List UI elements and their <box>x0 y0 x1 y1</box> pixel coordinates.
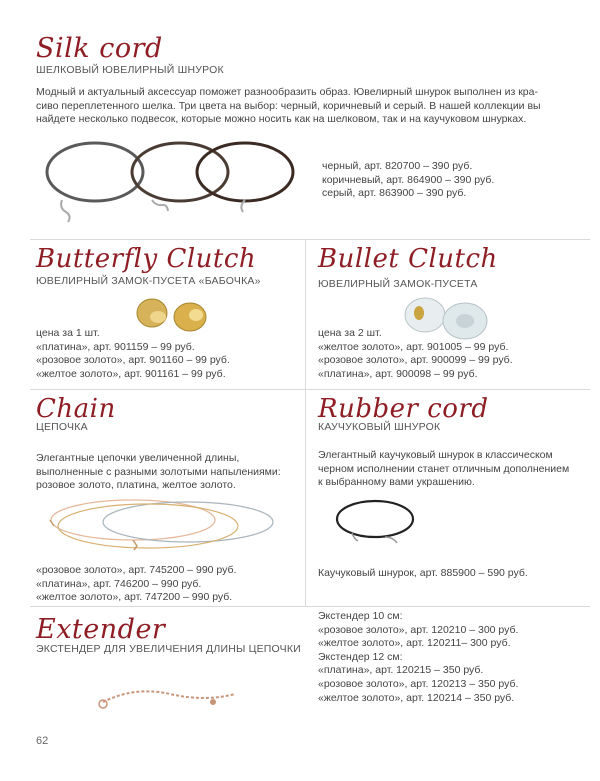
divider-middle <box>30 389 590 390</box>
chain-price-line: «желтое золото», арт. 747200 – 990 руб. <box>36 591 233 604</box>
chain-description <box>36 452 281 493</box>
extender-price-line: «желтое золото», арт. 120214 – 350 руб. <box>318 691 515 704</box>
silk-description-line: Модный и актуальный аксессуар поможет разнообразить образ. Ювелирный шнурок выполнен из кра- <box>36 86 538 98</box>
silk-subtitle: ШЕЛКОВЫЙ ЮВЕЛИРНЫЙ ШНУРОК <box>36 64 224 76</box>
silk-description-line: найдете несколько подвесок, которые можно носить как на шелковом, так и на каучуковом шнурках. <box>36 113 527 126</box>
butterfly-price-line: «платина», арт. 901159 – 99 руб. <box>36 340 195 353</box>
rubber-title: Rubber cord <box>318 394 489 424</box>
rubber-description <box>318 449 569 490</box>
divider-top <box>30 239 590 240</box>
bullet-prices <box>318 327 513 381</box>
extender-price-line: «розовое золото», арт. 120210 – 300 руб. <box>318 623 519 636</box>
silk-price-line: коричневый, арт. 864900 – 390 руб. <box>322 173 495 186</box>
extender-price-line: «розовое золото», арт. 120213 – 350 руб. <box>318 677 519 690</box>
silk-description <box>36 86 576 127</box>
rubber-subtitle: КАУЧУКОВЫЙ ШНУРОК <box>318 421 441 433</box>
silk-title: Silk cord <box>36 33 163 64</box>
extender-title: Extender <box>36 614 166 645</box>
bullet-subtitle: ЮВЕЛИРНЫЙ ЗАМОК-ПУСЕТА <box>318 278 478 290</box>
butterfly-price-line: цена за 1 шт. <box>36 327 100 339</box>
butterfly-prices <box>36 327 230 381</box>
rubber-description-line: к выбранному вами украшению. <box>318 476 475 489</box>
chain-description-line: розовое золото, платина, желтое золото. <box>36 479 236 492</box>
bullet-price-line: «платина», арт. 900098 – 99 руб. <box>318 367 478 380</box>
bullet-title: Bullet Clutch <box>318 244 498 274</box>
silk-price-line: черный, арт. 820700 – 390 руб. <box>322 160 473 172</box>
silk-prices <box>322 160 494 201</box>
divider-bottom <box>30 606 590 607</box>
chain-subtitle: ЦЕПОЧКА <box>36 421 88 433</box>
chain-title: Chain <box>36 394 116 424</box>
extender-price-line: Экстендер 12 см: <box>318 650 403 663</box>
chains-image <box>38 490 288 560</box>
extender-prices <box>318 610 518 705</box>
chain-description-line: Элегантные цепочки увеличенной длины, <box>36 452 240 464</box>
butterfly-title: Butterfly Clutch <box>36 244 257 274</box>
butterfly-price-line: «желтое золото», арт. 901161 – 99 руб. <box>36 367 226 380</box>
chain-price-line: «платина», арт. 746200 – 990 руб. <box>36 577 202 590</box>
chain-price-line: «розовое золото», арт. 745200 – 990 руб. <box>36 564 237 576</box>
rubber-description-line: черном исполнении станет отличным дополнением <box>318 462 570 475</box>
rubber-price: Каучуковый шнурок, арт. 885900 – 590 руб. <box>318 567 528 579</box>
chain-description-line: выполненные с разными золотыми напылениями: <box>36 465 281 478</box>
extender-subtitle: ЭКСТЕНДЕР ДЛЯ УВЕЛИЧЕНИЯ ДЛИНЫ ЦЕПОЧКИ <box>36 643 301 655</box>
bullet-price-line: «розовое золото», арт. 900099 – 99 руб. <box>318 354 513 367</box>
chain-prices <box>36 564 236 605</box>
rubber-cord-image <box>330 495 440 555</box>
silk-description-line: сиво переплетенного шелка. Три цвета на выбор: черный, коричневый и серый. В нашей коллекции вы <box>36 99 541 112</box>
rubber-description-line: Элегантный каучуковый шнурок в классическом <box>318 449 553 461</box>
extender-image <box>95 680 245 720</box>
bullet-price-line: цена за 2 шт. <box>318 327 382 339</box>
extender-price-line: Экстендер 10 см: <box>318 610 403 622</box>
bullet-price-line: «желтое золото», арт. 901005 – 99 руб. <box>318 340 509 353</box>
silk-price-line: серый, арт. 863900 – 390 руб. <box>322 187 467 200</box>
divider-vertical <box>305 239 306 606</box>
butterfly-subtitle: ЮВЕЛИРНЫЙ ЗАМОК-ПУСЕТА «БАБОЧКА» <box>36 275 261 287</box>
extender-price-line: «платина», арт. 120215 – 350 руб. <box>318 664 484 677</box>
butterfly-price-line: «розовое золото», арт. 901160 – 99 руб. <box>36 354 230 367</box>
page-number: 62 <box>36 735 49 747</box>
extender-price-line: «желтое золото», арт. 120211– 300 руб. <box>318 637 511 650</box>
silk-cords-image <box>40 132 290 232</box>
